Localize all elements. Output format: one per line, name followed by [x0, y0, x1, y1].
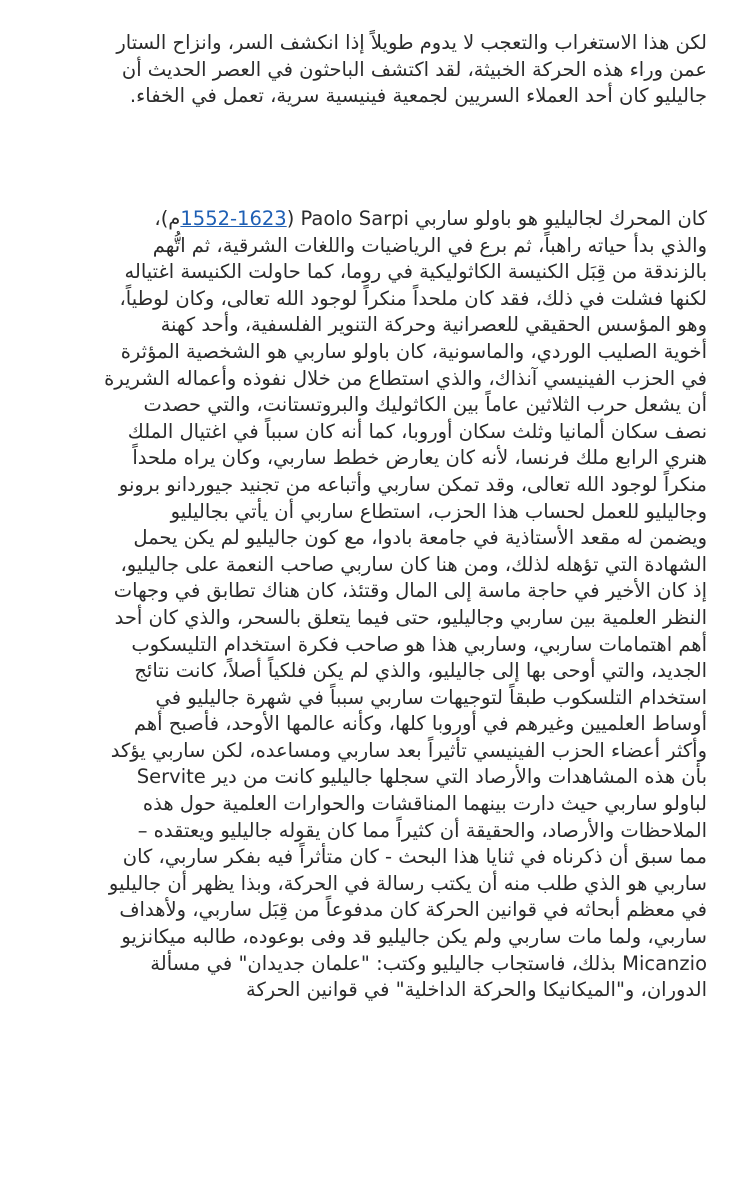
paragraph-1: لكن هذا الاستغراب والتعجب لا يدوم طويلاً إذا انكشف السر، وانزاح الستار عمن وراء هذه الحركة الخبيثة، لقد اكتشف الباحثون في العصر الحديث أن جاليليو كان أحد العملاء السريين لجمعية فينيسية سرية، تعمل في الخفاء. — [116, 31, 707, 108]
name-latin: Paolo Sarpi — [300, 207, 409, 230]
lead-suffix: م)، — [154, 207, 181, 230]
paragraph-2-body: والذي بدأ حياته راهباً، ثم برع في الرياضيات واللغات الشرقية، ثم اتُّهم بالزندقة من قِبَل الكنيسة الكاثوليكية في روما، كما حاولت الكنيسة اغتياله لكنها فشلت في ذلك، فقد كان ملحداً منكراً لوجود الله تعالى، وكان لوطياً، وهو المؤسس الحقيقي للعصرانية وحركة التنوير الفلسفية، وأحد كهنة أخوية الصليب الوردي، والماسونية، كان باولو ساربي هو الشخصية المؤثرة في الحزب الفينيسي آنذاك، والذي استطاع من خلال نفوذه وأعماله الشريرة أن يشعل حرب الثلاثين عاماً بين الكاثوليك والبروتستانت، والتي حصدت نصف سكان ألمانيا وثلث سكان أوروبا، كما أنه كان سبباً في اغتيال الملك هنري الرابع ملك فرنسا، لأنه كان يعارض خطط ساربي، وكان يراه ملحداً منكراً لوجود الله تعالى، وقد تمكن ساربي وأتباعه من تجنيد جيوردانو برونو وجاليليو للعمل لحساب هذا الحزب، استطاع ساربي أن يأتي بجاليليو ويضمن له مقعد الأستاذية في جامعة بادوا، مع كون جاليليو لم يكن يحمل الشهادة التي تؤهله لذلك، ومن هنا كان ساربي صاحب النعمة على جاليليو، إذ كان الأخير في حاجة ماسة إلى المال وقتئذ، كان هناك تطابق في وجهات النظر العلمية بين ساربي وجاليليو، حتى فيما يتعلق بالسحر، والذي كان أحد أهم اهتمامات ساربي، وساربي هذا هو صاحب فكرة استخدام التليسكوب الجديد، والتي أوحى بها إلى جاليليو، والذي لم يكن فلكياً أصلاً، كانت نتائج استخدام التلسكوب طبقاً لتوجيهات ساربي سبباً في شهرة جاليليو في أوساط العلميين وغيرهم في أوروبا كلها، وكأنه عالمها الأوحد، فأصبح أهم وأكثر أعضاء الحزب الفينيسي تأثيراً بعد ساربي ومساعده، لكن ساربي يؤكد بأن هذه المشاهدات والأرصاد التي سجلها جاليليو كانت من دير Servite لباولو ساربي حيث دارت بينهما المناقشات والحوارات العلمية حول هذه الملاحظات والأرصاد، والحقيقة أن كثيراً مما كان يقوله جاليليو ويعتقده – مما سبق أن ذكرناه في ثنايا هذا البحث - كان متأثراً فيه بفكر ساربي، كان ساربي هو الذي طلب منه أن يكتب رسالة في الحركة، وبذا يظهر أن جاليليو في معظم أبحاثه في قوانين الحركة كان مدفوعاً من قِبَل ساربي، ولأهداف ساربي، ولما مات ساربي ولم يكن جاليليو قد وفى بوعوده، طالبه ميكانزيو Micanzio بذلك، فاستجاب جاليليو وكتب: "علمان جديدان" في مسألة الدوران، و"الميكانيكا والحركة الداخلية" في قوانين الحركة — [104, 233, 707, 1002]
lead-text: كان المحرك لجاليليو هو باولو ساربي — [415, 207, 707, 230]
dates-link[interactable]: 1552-1623 — [180, 207, 287, 230]
paragraph-2: كان المحرك لجاليليو هو باولو ساربي Paolo Sarpi (1552-1623م)، والذي بدأ حياته راهباً، ثم برع في الرياضيات واللغات الشرقية، ثم اتُّهم بالزندقة من قِبَل الكنيسة الكاثوليكية في روما، كما حاولت الكنيسة اغتياله لكنها فشلت في ذلك، فقد كان ملحداً منكراً لوجود الله تعالى، وكان لوطياً، وهو المؤسس الحقيقي للعصرانية وحركة التنوير الفلسفية، وأحد كهنة أخوية الصليب الوردي، والماسونية، كان باولو ساربي هو الشخصية المؤثرة في الحزب الفينيسي آنذاك، والذي استطاع من خلال نفوذه وأعماله الشريرة أن يشعل حرب الثلاثين عاماً بين الكاثوليك والبروتستانت، والتي حصدت نصف سكان ألمانيا وثلث سكان أوروبا، كما أنه كان سبباً في اغتيال الملك هنري الرابع ملك فرنسا، لأنه كان يعارض خطط ساربي، وكان يراه ملحداً منكراً لوجود الله تعالى، وقد تمكن ساربي وأتباعه من تجنيد جيوردانو برونو وجاليليو للعمل لحساب هذا الحزب، استطاع ساربي أن يأتي بجاليليو ويضمن له مقعد الأستاذية في جامعة بادوا، مع كون جاليليو لم يكن يحمل الشهادة التي تؤهله لذلك، ومن هنا كان ساربي صاحب النعمة على جاليليو، إذ كان الأخير في حاجة ماسة إلى المال وقتئذ، كان هناك تطابق في وجهات النظر العلمية بين ساربي وجاليليو، حتى فيما يتعلق بالسحر، والذي كان أحد أهم اهتمامات ساربي، وساربي هذا هو صاحب فكرة استخدام التليسكوب الجديد، والتي أوحى بها إلى جاليليو، والذي لم يكن فلكياً أصلاً، كانت نتائج استخدام التلسكوب طبقاً لتوجيهات ساربي سبباً في شهرة جاليليو في أوساط العلميين وغيرهم في أوروبا كلها، وكأنه عالمها الأوحد، فأصبح أهم وأكثر أعضاء الحزب الفينيسي تأثيراً بعد ساربي ومساعده، لكن ساربي يؤكد بأن هذه المشاهدات والأرصاد التي سجلها جاليليو كانت من دير Servite لباولو ساربي حيث دارت بينهما المناقشات والحوارات العلمية حول هذه الملاحظات والأرصاد، والحقيقة أن كثيراً مما كان يقوله جاليليو ويعتقده – مما سبق أن ذكرناه في ثنايا هذا البحث - كان متأثراً فيه بفكر ساربي، كان ساربي هو الذي طلب منه أن يكتب رسالة في الحركة، وبذا يظهر أن جاليليو في معظم أبحاثه في قوانين الحركة كان مدفوعاً من قِبَل ساربي، ولأهداف ساربي، ولما مات ساربي ولم يكن جاليليو قد وفى بوعوده، طالبه ميكانزيو Micanzio بذلك، فاستجاب جاليليو وكتب: "علمان جديدان" في مسألة الدوران، و"الميكانيكا والحركة الداخلية" في قوانين الحركة — [104, 207, 707, 1002]
